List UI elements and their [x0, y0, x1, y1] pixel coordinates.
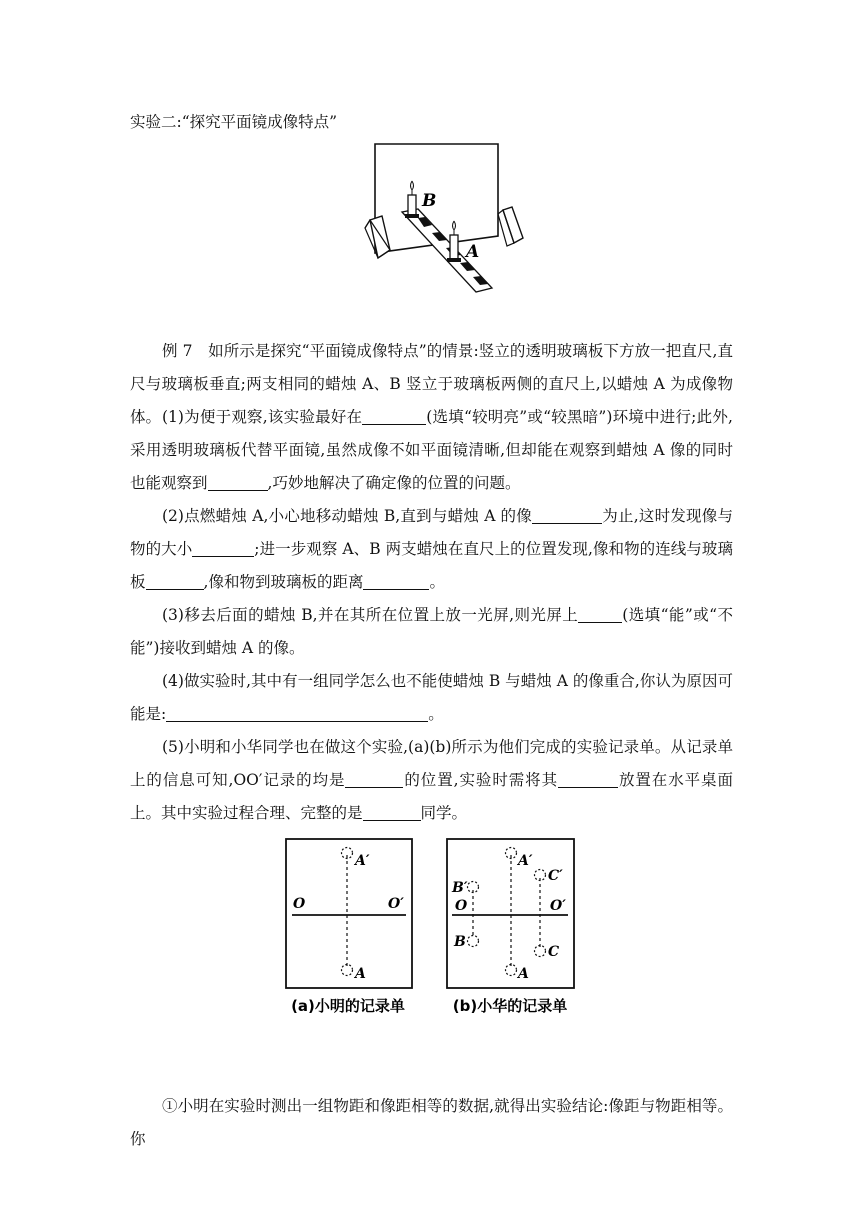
answer-blank[interactable] — [363, 571, 429, 590]
label-o: O — [455, 898, 468, 914]
answer-blank[interactable] — [558, 769, 618, 788]
figure-record-sheets — [280, 835, 580, 1020]
label-c: C — [548, 944, 560, 960]
label-c-prime: C′ — [548, 868, 563, 884]
label-a: A — [355, 966, 366, 982]
label-o-prime: O′ — [550, 898, 566, 914]
answer-blank[interactable] — [146, 571, 204, 590]
figure-mirror-setup — [360, 140, 530, 295]
answer-blank[interactable] — [192, 538, 254, 557]
label-b: B — [454, 934, 466, 950]
label-a-prime: A′ — [355, 853, 370, 869]
answer-blank[interactable] — [362, 406, 426, 425]
answer-blank[interactable] — [166, 703, 428, 722]
label-a: A — [466, 242, 480, 262]
label-b-prime: B′ — [452, 880, 468, 896]
answer-blank[interactable] — [578, 604, 622, 623]
label-o-prime: O′ — [388, 896, 404, 912]
answer-blank[interactable] — [208, 472, 268, 491]
question-5: (5)小明和小华同学也在做这个实验,(a)(b)所示为他们完成的实验记录单。从记录单上的信息可知,OO′记录的均是 的位置,实验时需将其 放置在水平桌面上。其中实验过程合理、完整的是 同学。 — [130, 738, 733, 822]
label-a: A — [518, 966, 529, 982]
answer-blank[interactable] — [363, 802, 421, 821]
label-a-prime: A′ — [518, 853, 533, 869]
record-sheet-b — [447, 839, 574, 1015]
record-sheet-a — [286, 839, 412, 1015]
question-1: (1)为便于观察,该实验最好在 (选填“较明亮”或“较黑暗”)环境中进行;此外,采用透明玻璃板代替平面镜,虽然成像不如平面镜清晰,但却能在观察到蜡烛 A 像的同时也能观察到 ,巧妙地解决了确定像的位置的问题。 — [130, 408, 733, 492]
answer-blank[interactable] — [345, 769, 403, 788]
caption-a: (a)小明的记录单 — [291, 997, 405, 1015]
question-4: (4)做实验时,其中有一组同学怎么也不能使蜡烛 B 与蜡烛 A 的像重合,你认为原因可能是: 。 — [130, 672, 733, 723]
question-3: (3)移去后面的蜡烛 B,并在其所在位置上放一光屏,则光屏上 (选填“能”或“不能”)接收到蜡烛 A 的像。 — [130, 606, 733, 657]
label-o: O — [293, 896, 306, 912]
question-5-sub-1: ①小明在实验时测出一组物距和像距相等的数据,就得出实验结论:像距与物距相等。你 — [130, 1097, 733, 1148]
label-b: B — [422, 191, 437, 211]
caption-b: (b)小华的记录单 — [452, 997, 568, 1015]
section-heading: 实验二:“探究平面镜成像特点” — [130, 113, 338, 131]
example-intro: 例 7 如所示是探究“平面镜成像特点”的情景:竖立的透明玻璃板下方放一把直尺,直尺与玻璃板垂直;两支相同的蜡烛 A、B 竖立于玻璃板两侧的直尺上,以蜡烛 A 为成像物体。 — [130, 342, 733, 426]
answer-blank[interactable] — [532, 505, 602, 524]
question-2: (2)点燃蜡烛 A,小心地移动蜡烛 B,直到与蜡烛 A 的像 为止,这时发现像与物的大小 ;进一步观察 A、B 两支蜡烛在直尺上的位置发现,像和物的连线与玻璃板 ,像和物到玻璃板的距离 。 — [130, 507, 733, 591]
